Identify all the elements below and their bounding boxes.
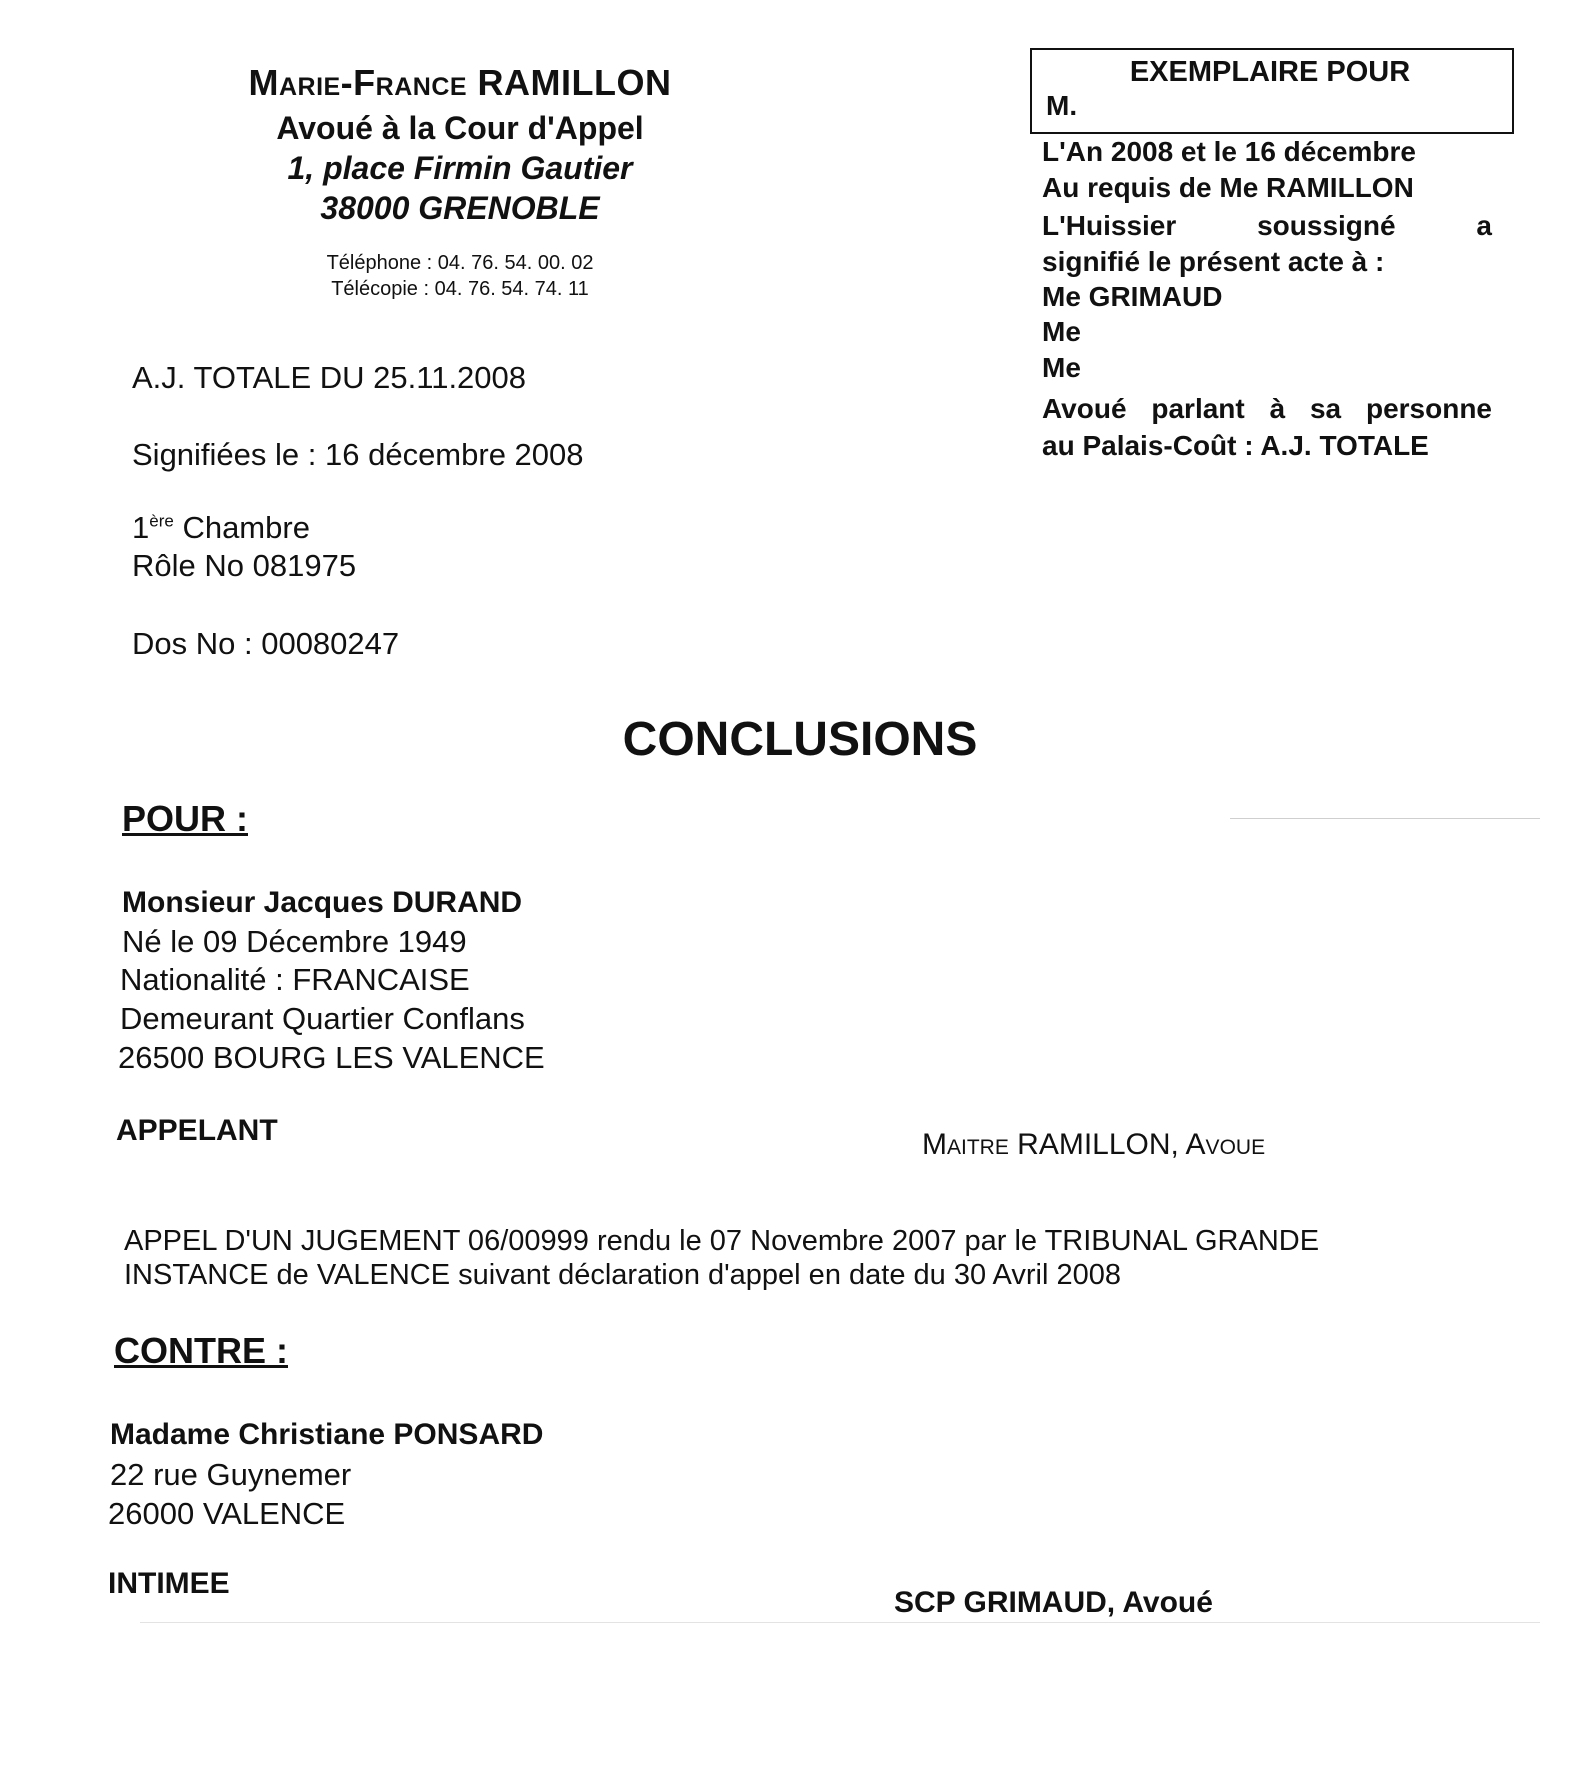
appellant-nationality: Nationalité : FRANCAISE	[120, 962, 470, 997]
appeal-line: APPEL D'UN JUGEMENT 06/00999 rendu le 07 Novembre 2007 par le TRIBUNAL GRANDE	[124, 1225, 1320, 1257]
copy-for-title: EXEMPLAIRE POUR	[1129, 56, 1411, 88]
signification-line: signifié le présent acte à :	[1042, 246, 1385, 277]
chamber-label: Chambre	[173, 510, 310, 545]
document-title: CONCLUSIONS	[622, 713, 978, 766]
signification-line: Me	[1042, 352, 1081, 383]
signification-line: Avoué parlant à sa personne	[1042, 393, 1492, 424]
pour-heading: POUR :	[122, 798, 248, 839]
signification-line: Me	[1042, 316, 1081, 347]
appellant-city: 26500 BOURG LES VALENCE	[118, 1040, 545, 1075]
lawyer-telecopie: Télécopie : 04. 76. 54. 74. 11	[331, 278, 589, 300]
respondent-address: 22 rue Guynemer	[110, 1457, 352, 1492]
respondent-city: 26000 VALENCE	[108, 1496, 346, 1531]
file-number: Dos No : 00080247	[132, 626, 400, 661]
lawyer-name: Marie-France RAMILLON	[248, 62, 672, 103]
appellant-birth: Né le 09 Décembre 1949	[122, 924, 467, 959]
signification-line: L'An 2008 et le 16 décembre	[1042, 136, 1416, 167]
signification-line: L'Huissier soussigné a	[1042, 210, 1492, 241]
chamber-line	[132, 510, 310, 546]
role-number: Rôle No 081975	[132, 548, 357, 583]
lawyer-title: Avoué à la Cour d'Appel	[276, 110, 644, 146]
served-date: Signifiées le : 16 décembre 2008	[132, 437, 584, 472]
lawyer-street: 1, place Firmin Gautier	[287, 150, 633, 186]
scan-artifact	[140, 1622, 1540, 1623]
appellant-name: Monsieur Jacques DURAND	[122, 886, 523, 919]
lawyer-telephone: Téléphone : 04. 76. 54. 00. 02	[326, 252, 594, 274]
appeal-line: INSTANCE de VALENCE suivant déclaration d'appel en date du 30 Avril 2008	[124, 1259, 1121, 1291]
lawyer-city: 38000 GRENOBLE	[320, 190, 600, 226]
scan-artifact	[1230, 818, 1540, 819]
appeal-description	[124, 1224, 1424, 1292]
respondent-avoue: SCP GRIMAUD, Avoué	[894, 1586, 1213, 1619]
chamber-number: 1	[132, 510, 150, 545]
contre-heading: CONTRE :	[114, 1330, 288, 1371]
signification-line: Au requis de Me RAMILLON	[1042, 172, 1414, 203]
signification-line: Me GRIMAUD	[1042, 281, 1223, 312]
respondent-name: Madame Christiane PONSARD	[110, 1418, 544, 1451]
copy-for-recipient: M.	[1046, 90, 1078, 121]
legal-aid-line: A.J. TOTALE DU 25.11.2008	[132, 360, 527, 395]
respondent-role: INTIMEE	[108, 1567, 230, 1600]
chamber-ordinal: ère	[149, 511, 174, 531]
appellant-address: Demeurant Quartier Conflans	[120, 1001, 525, 1036]
appellant-avoue: Maitre RAMILLON, Avoue	[922, 1128, 1266, 1161]
signification-line: au Palais-Coût : A.J. TOTALE	[1042, 430, 1429, 461]
appellant-role: APPELANT	[116, 1114, 278, 1147]
